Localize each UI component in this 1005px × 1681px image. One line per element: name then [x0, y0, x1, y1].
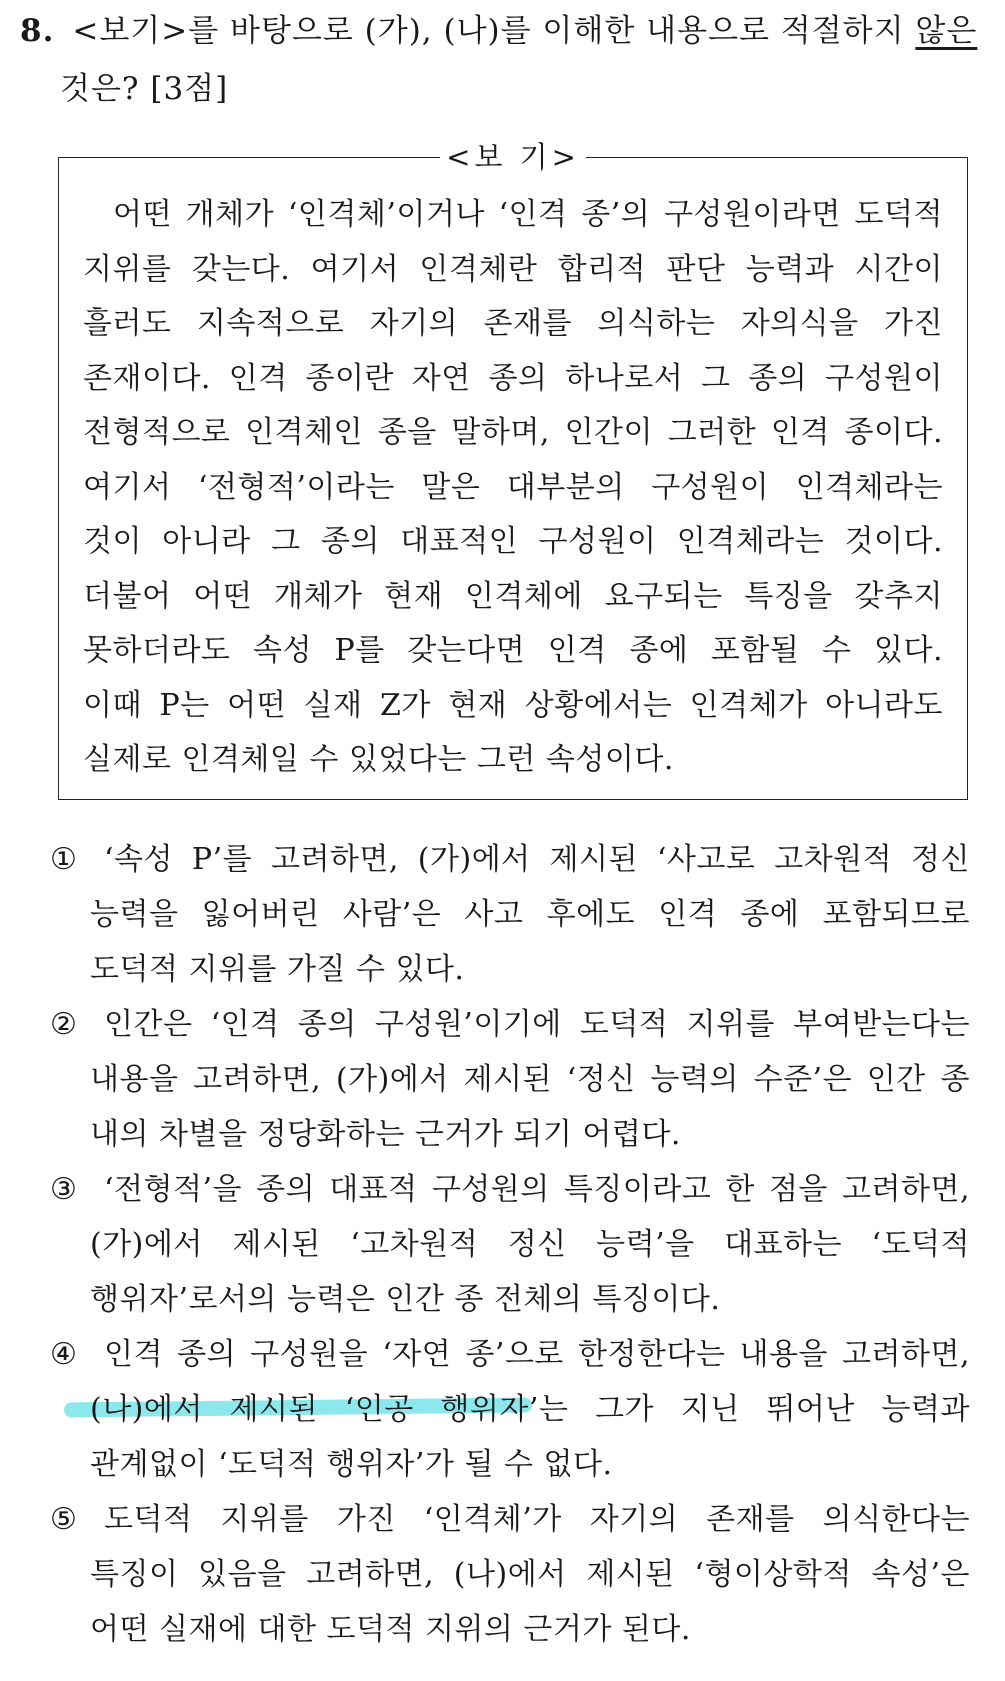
- choice-line: 어떤 실재에 대한 도덕적 지위의 근거가 된다.: [90, 1612, 691, 1647]
- choice-line: 도덕적 지위를 가질 수 있다.: [90, 952, 465, 987]
- choice-line: 특징이 있음을 고려하면, (나)에서 제시된 ‘형이상학적 속성’은: [90, 1557, 970, 1592]
- choice-2[interactable]: [50, 997, 970, 1162]
- choice-5[interactable]: [50, 1492, 970, 1657]
- choice-line: 인간은 ‘인격 종의 구성원’이기에 도덕적 지위를 부여받는다는: [104, 1007, 970, 1042]
- choice-number: ④: [50, 1337, 77, 1372]
- answer-choices: [50, 832, 970, 1657]
- bogi-line: 더불어 어떤 개체가 현재 인격체에 요구되는 특징을 갖추지: [83, 578, 943, 614]
- bogi-passage: [83, 188, 943, 788]
- question-header: [20, 2, 980, 118]
- choice-line: 인격 종의 구성원을 ‘자연 종’으로 한정한다는 내용을 고려하면,: [104, 1337, 970, 1372]
- choice-1[interactable]: [50, 832, 970, 997]
- choice-number: ③: [50, 1172, 77, 1207]
- choice-line: ‘속성 P’를 고려하면, (가)에서 제시된 ‘사고로 고차원적 정신: [104, 842, 970, 877]
- bogi-line: 전형적으로 인격체인 종을 말하며, 인간이 그러한 인격 종이다.: [83, 415, 943, 450]
- choice-line: 관계없이 ‘도덕적 행위자’가 될 수 없다.: [90, 1447, 613, 1482]
- bogi-line: 존재이다. 인격 종이란 자연 종의 하나로서 그 종의 구성원이: [83, 360, 943, 396]
- question-number: 8.: [20, 13, 55, 49]
- choice-line: (나)에서 제시된 ‘인공 행위자’는 그가 지닌 뛰어난 능력과: [90, 1392, 970, 1427]
- bogi-line: 실제로 인격체일 수 있었다는 그런 속성이다.: [83, 742, 674, 777]
- choice-line: 능력을 잃어버린 사람’은 사고 후에도 인격 종에 포함되므로: [90, 897, 970, 932]
- choice-3[interactable]: [50, 1162, 970, 1327]
- bogi-line: 여기서 ‘전형적’이라는 말은 대부분의 구성원이 인격체라는: [83, 469, 943, 505]
- choice-number: ⑤: [50, 1502, 77, 1537]
- bogi-line: 어떤 개체가 ‘인격체’이거나 ‘인격 종’의 구성원이라면 도덕적: [113, 197, 943, 232]
- choice-number: ①: [50, 842, 77, 877]
- question-line-2: 것은? [3점]: [60, 71, 229, 107]
- question-text: <보기>를 바탕으로 (가), (나)를 이해한 내용으로 적절하지: [72, 13, 905, 49]
- bogi-line: 못하더라도 속성 P를 갖는다면 인격 종에 포함될 수 있다.: [83, 633, 943, 668]
- bogi-line: 흘러도 지속적으로 자기의 존재를 의식하는 자의식을 가진: [83, 306, 943, 341]
- choice-line: 내용을 고려하면, (가)에서 제시된 ‘정신 능력의 수준’은 인간 종: [90, 1062, 970, 1097]
- question-underlined-word: 않은: [915, 13, 978, 49]
- choice-line: ‘전형적’을 종의 대표적 구성원의 특징이라고 한 점을 고려하면,: [104, 1172, 970, 1207]
- choice-line: 내의 차별을 정당화하는 근거가 되기 어렵다.: [90, 1117, 681, 1152]
- bogi-line: 이때 P는 어떤 실재 Z가 현재 상황에서는 인격체가 아니라도: [83, 687, 943, 723]
- bogi-line: 것이 아니라 그 종의 대표적인 구성원이 인격체라는 것이다.: [83, 524, 943, 559]
- choice-line: 행위자’로서의 능력은 인간 종 전체의 특징이다.: [90, 1282, 721, 1317]
- question-line-1: [20, 2, 980, 60]
- bogi-title: <보 기>: [59, 138, 967, 176]
- choice-line: (가)에서 제시된 ‘고차원적 정신 능력’을 대표하는 ‘도덕적: [90, 1227, 970, 1262]
- choice-number: ②: [50, 1007, 77, 1042]
- choice-line: 도덕적 지위를 가진 ‘인격체’가 자기의 존재를 의식한다는: [104, 1502, 970, 1537]
- choice-4[interactable]: [50, 1327, 970, 1492]
- bogi-line: 지위를 갖는다. 여기서 인격체란 합리적 판단 능력과 시간이: [83, 251, 943, 287]
- bogi-box: [58, 140, 968, 800]
